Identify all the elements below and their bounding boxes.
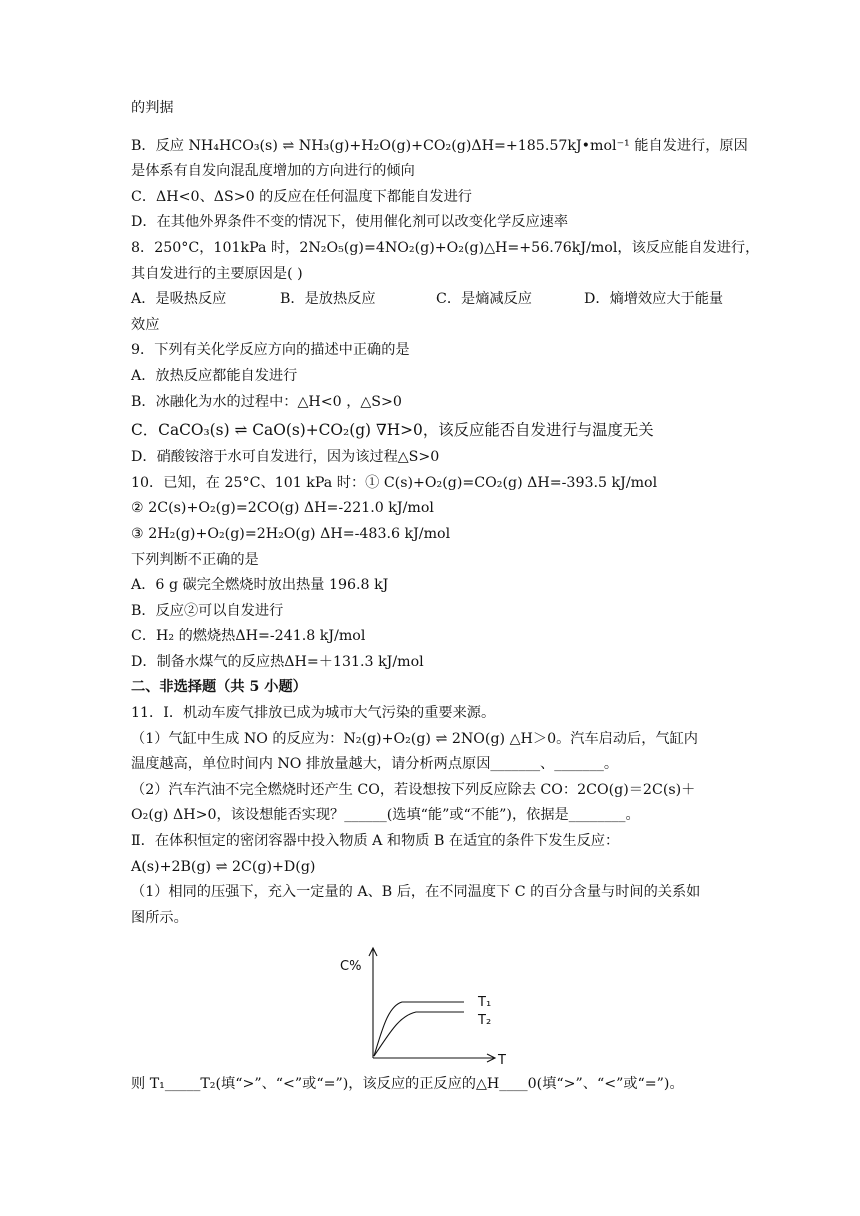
text-line: 其自发进行的主要原因是( ) (131, 265, 303, 282)
text-line: B．反应 NH₄HCO₃(s) ⇌ NH₃(g)+H₂O(g)+CO₂(g)ΔH=+185.57kJ•mol⁻¹ 能自发进行，原因 (131, 137, 748, 154)
text-line: Ⅱ．在体积恒定的密闭容器中投入物质 A 和物质 B 在适宜的条件下发生反应： (131, 833, 620, 850)
equation-3: ③ 2H₂(g)+O₂(g)=2H₂O(g) ΔH=-483.6 kJ/mol (131, 525, 451, 542)
q10-option-c: C．H₂ 的燃烧热ΔH=-241.8 kJ/mol (131, 628, 366, 645)
q9-option-d: D．硝酸铵溶于水可自发进行，因为该过程△S>0 (131, 449, 440, 466)
q8-option-d: D．熵增效应大于能量 (584, 291, 724, 308)
q8-option-b: B．是放热反应 (280, 291, 376, 308)
q9-option-c: C．CaCO₃(s) ⇌ CaO(s)+CO₂(g) ∇H>0，该反应能否自发进行与温度无关 (131, 421, 654, 440)
q10-option-d: D．制备水煤气的反应热ΔH=＋131.3 kJ/mol (131, 653, 424, 670)
q8-option-c: C．是熵减反应 (436, 291, 532, 308)
c-percent-vs-t-diagram (330, 940, 510, 1070)
equation-2: ② 2C(s)+O₂(g)=2CO(g) ΔH=-221.0 kJ/mol (131, 500, 434, 517)
question-11: 11．Ⅰ．机动车废气排放已成为城市大气污染的重要来源。 (131, 705, 496, 722)
text-line: 下列判断不正确的是 (131, 551, 259, 568)
q9-option-a: A．放热反应都能自发进行 (131, 367, 298, 384)
final-question-line: 则 T₁_____T₂(填“>”、“<”或“=”)，该反应的正反应的△H____0(填“>”、“<”或“=”)。 (131, 1076, 684, 1092)
q9-option-b: B．冰融化为水的过程中：△H<0 ，△S>0 (131, 393, 402, 410)
q8-option-a: A．是吸热反应 (131, 291, 227, 308)
text-line: C．ΔH<0、ΔS>0 的反应在任何温度下都能自发进行 (131, 188, 472, 205)
curve-t1-label: T₁ (478, 995, 492, 1010)
q10-option-a: A．6 g 碳完全燃烧时放出热量 196.8 kJ (131, 577, 389, 594)
y-axis-label: C% (340, 959, 362, 974)
text-line: （2）汽车汽油不完全燃烧时还产生 CO，若设想按下列反应除去 CO：2CO(g)＝2C(s)＋ (131, 781, 696, 798)
curve-t1 (374, 1002, 464, 1056)
text-line: （1）气缸中生成 NO 的反应为：N₂(g)+O₂(g) ⇌ 2NO(g) △H＞0。汽车启动后，气缸内 (131, 730, 698, 747)
document-page (131, 96, 760, 931)
reaction-equation: A(s)+2B(g) ⇌ 2C(g)+D(g) (131, 858, 316, 875)
question-10: 10．已知，在 25°C、101 kPa 时：① C(s)+O₂(g)=CO₂(g) ΔH=-393.5 kJ/mol (131, 474, 658, 491)
text-line: 图所示。 (131, 909, 188, 926)
text-line: 温度越高，单位时间内 NO 排放量越大，请分析两点原因_______、_______。 (131, 756, 619, 773)
text-line: 效应 (131, 316, 160, 333)
x-axis-label: T (498, 1053, 506, 1068)
text-line: D．在其他外界条件不变的情况下，使用催化剂可以改变化学反应速率 (131, 214, 569, 231)
text-line: O₂(g) ΔH>0，该设想能否实现？______(选填“能”或“不能”)，依据是________。 (131, 807, 640, 824)
curve-t2-label: T₂ (478, 1013, 492, 1028)
q10-option-b: B．反应②可以自发进行 (131, 602, 284, 619)
question-8: 8．250°C，101kPa 时，2N₂O₅(g)=4NO₂(g)+O₂(g)△H=+56.76kJ/mol，该反应能自发进行， (131, 239, 760, 256)
curve-t2 (374, 1012, 464, 1056)
text-line: 的判据 (131, 100, 174, 116)
text-line: 是体系有自发向混乱度增加的方向进行的倾向 (131, 163, 415, 180)
question-9: 9．下列有关化学反应方向的描述中正确的是 (131, 342, 410, 359)
section-title: 二、非选择题（共 5 小题） (131, 679, 307, 696)
q8-options (131, 287, 731, 313)
text-line: （1）相同的压强下，充入一定量的 A、B 后，在不同温度下 C 的百分含量与时间的关系如 (131, 884, 701, 901)
